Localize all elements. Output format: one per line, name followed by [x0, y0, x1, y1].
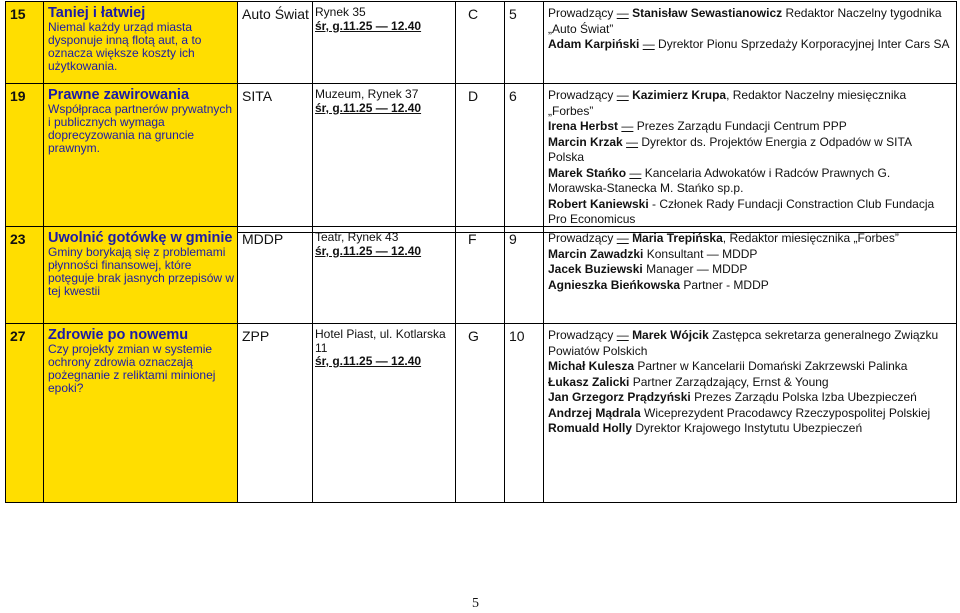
- person-role: - Członek Rady Fundacji Constraction Club Fundacja Pro Economicus: [548, 196, 935, 226]
- person-name: Marcin Zawadzki: [548, 246, 644, 261]
- person-prefix: Prowadzący: [548, 231, 614, 245]
- person-role: Dyrektor ds. Projektów Energia z Odpadów w SITA Polska: [548, 134, 912, 164]
- page-number: 5: [472, 596, 479, 611]
- person-line: [548, 278, 950, 294]
- person-name: Marek Stańko: [548, 165, 627, 180]
- program-table-bottom: [5, 226, 957, 503]
- person-line: [548, 197, 950, 228]
- session-place: [313, 227, 456, 324]
- session-room: G: [456, 324, 505, 503]
- session-topic: [44, 324, 238, 503]
- person-role: Manager — MDDP: [646, 262, 748, 276]
- person-name: Andrzej Mądrala: [548, 405, 641, 420]
- session-time: śr, g.11.25 — 12.40: [315, 100, 422, 115]
- person-line: Prowadzący — Stanisław Sewastianowicz Redaktor Naczelny tygodnika „Auto Świat”: [548, 6, 942, 36]
- session-topic: [44, 227, 238, 324]
- person-line: Prowadzący — Maria Trepińska, Redaktor miesięcznika „Forbes”: [548, 231, 899, 245]
- topic-title: Zdrowie po nowemu: [48, 327, 189, 343]
- topic-title: Prawne zawirowania: [48, 87, 190, 103]
- person-name: Michał Kulesza: [548, 359, 635, 373]
- person-role: Redaktor Naczelny tygodnika „Auto Świat”: [548, 6, 942, 36]
- room-number: 5: [505, 2, 544, 84]
- topic-description: Współpraca partnerów prywatnych i publicznych wymaga doprecyzowania na gruncie prawnym.: [48, 102, 233, 155]
- table-row: [6, 2, 957, 84]
- table-row: [6, 227, 957, 324]
- session-time: śr, g.11.25 — 12.40: [315, 354, 422, 368]
- person-name: Robert Kaniewski: [548, 196, 649, 211]
- person-role: Partner w Kancelarii Domański Zakrzewski Palinka: [637, 359, 908, 373]
- person-line: Prowadzący — Marek Wójcik Zastępca sekretarza generalnego Związku Powiatów Polskich: [548, 328, 939, 358]
- person-line: [548, 421, 950, 437]
- person-line: [548, 390, 950, 406]
- person-line: Marek Stańko — Kancelaria Adwokatów i Radców Prawnych G. Morawska-Stanecka M. Stańko sp.p.: [548, 165, 891, 195]
- session-partner: MDDP: [238, 227, 313, 324]
- room-number: 10: [505, 324, 544, 503]
- person-role: Prezes Zarządu Polska Izba Ubezpieczeń: [694, 390, 917, 404]
- person-name: Kazimierz Krupa: [632, 88, 727, 102]
- person-name: Adam Karpiński: [548, 37, 640, 51]
- topic-description: Czy projekty zmian w systemie ochrony zdrowia oznaczają pożegnanie z reliktami minionej epoki?: [48, 342, 216, 395]
- person-role: Partner Zarządzający, Ernst & Young: [632, 374, 829, 389]
- person-role: Kancelaria Adwokatów i Radców Prawnych G. Morawska-Stanecka M. Stańko sp.p.: [548, 165, 891, 195]
- place-name: Muzeum, Rynek 37: [315, 87, 419, 101]
- person-role: Wiceprezydent Pracodawcy Rzeczypospolitej Polskiej: [644, 405, 931, 420]
- table-row: [6, 324, 957, 503]
- person-role: , Redaktor Naczelny miesięcznika „Forbes”: [548, 88, 907, 118]
- person-name: Łukasz Zalicki: [548, 374, 630, 389]
- person-name: Stanisław Sewastianowicz: [632, 6, 783, 20]
- person-line: [548, 262, 950, 278]
- person-name: Marcin Krzak: [548, 134, 623, 149]
- person-prefix: Prowadzący: [548, 328, 614, 342]
- person-name: Maria Trepińska: [632, 231, 723, 245]
- topic-title: Taniej i łatwiej: [48, 5, 146, 21]
- person-name: Agnieszka Bieńkowska: [548, 277, 681, 292]
- person-line: Adam Karpiński — Dyrektor Pionu Sprzedaży Korporacyjnej Inter Cars SA: [548, 37, 950, 51]
- person-line: [548, 406, 950, 422]
- person-role: Zastępca sekretarza generalnego Związku Powiatów Polskich: [548, 328, 939, 358]
- person-name: Jan Grzegorz Prądzyński: [548, 390, 691, 404]
- place-name: Hotel Piast, ul. Kotlarska 11: [315, 327, 446, 355]
- session-number: 19: [6, 84, 44, 233]
- program-table-top: [5, 1, 957, 233]
- person-role: Dyrektor Pionu Sprzedaży Korporacyjnej Inter Cars SA: [658, 37, 950, 51]
- person-line: Marcin Krzak — Dyrektor ds. Projektów Energia z Odpadów w SITA Polska: [548, 134, 912, 164]
- person-name: Jacek Buziewski: [548, 262, 643, 276]
- person-line: [548, 247, 950, 263]
- session-room: F: [456, 227, 505, 324]
- session-partner: ZPP: [238, 324, 313, 503]
- session-room: D: [456, 84, 505, 233]
- session-place: [313, 84, 456, 233]
- session-place: [313, 2, 456, 84]
- room-number: 9: [505, 227, 544, 324]
- person-role: Dyrektor Krajowego Instytutu Ubezpieczeń: [635, 421, 863, 435]
- person-line: Prowadzący — Kazimierz Krupa, Redaktor Naczelny miesięcznika „Forbes”: [548, 88, 907, 118]
- session-people: [544, 84, 957, 233]
- person-name: Irena Herbst: [548, 119, 619, 133]
- session-people: [544, 324, 957, 503]
- session-number: 15: [6, 2, 44, 84]
- person-prefix: Prowadzący: [548, 6, 614, 20]
- room-number: 6: [505, 84, 544, 233]
- session-room: C: [456, 2, 505, 84]
- person-line: [548, 359, 950, 375]
- person-name: Marek Wójcik: [632, 328, 709, 342]
- person-role: Konsultant — MDDP: [646, 246, 758, 261]
- session-partner: SITA: [238, 84, 313, 233]
- person-line: [548, 375, 950, 391]
- session-number: 23: [6, 227, 44, 324]
- person-role: , Redaktor miesięcznika „Forbes”: [722, 231, 899, 245]
- topic-description: Gminy borykają się z problemami płynności finansowej, które potęguje brak jasnych przepisów w tej kwestii: [48, 245, 235, 298]
- person-name: Romuald Holly: [548, 421, 633, 435]
- place-name: Rynek 35: [315, 5, 366, 19]
- topic-description: Niemal każdy urząd miasta dysponuje inną flotą aut, a to oznacza większe koszty ich użytkowania.: [48, 20, 202, 73]
- person-role: Prezes Zarządu Fundacji Centrum PPP: [636, 119, 847, 133]
- session-people: [544, 227, 957, 324]
- place-name: Teatr, Rynek 43: [315, 230, 399, 244]
- session-topic: [44, 84, 238, 233]
- session-number: 27: [6, 324, 44, 503]
- person-role: Partner - MDDP: [683, 277, 769, 292]
- session-people: [544, 2, 957, 84]
- table-row: [6, 84, 957, 233]
- session-place: [313, 324, 456, 503]
- session-topic: [44, 2, 238, 84]
- session-time: śr, g.11.25 — 12.40: [315, 243, 422, 258]
- person-line: Irena Herbst — Prezes Zarządu Fundacji Centrum PPP: [548, 119, 847, 133]
- session-partner: Auto Świat: [238, 2, 313, 84]
- topic-title: Uwolnić gotówkę w gminie: [48, 230, 233, 246]
- person-prefix: Prowadzący: [548, 88, 614, 102]
- session-time: śr, g.11.25 — 12.40: [315, 18, 422, 33]
